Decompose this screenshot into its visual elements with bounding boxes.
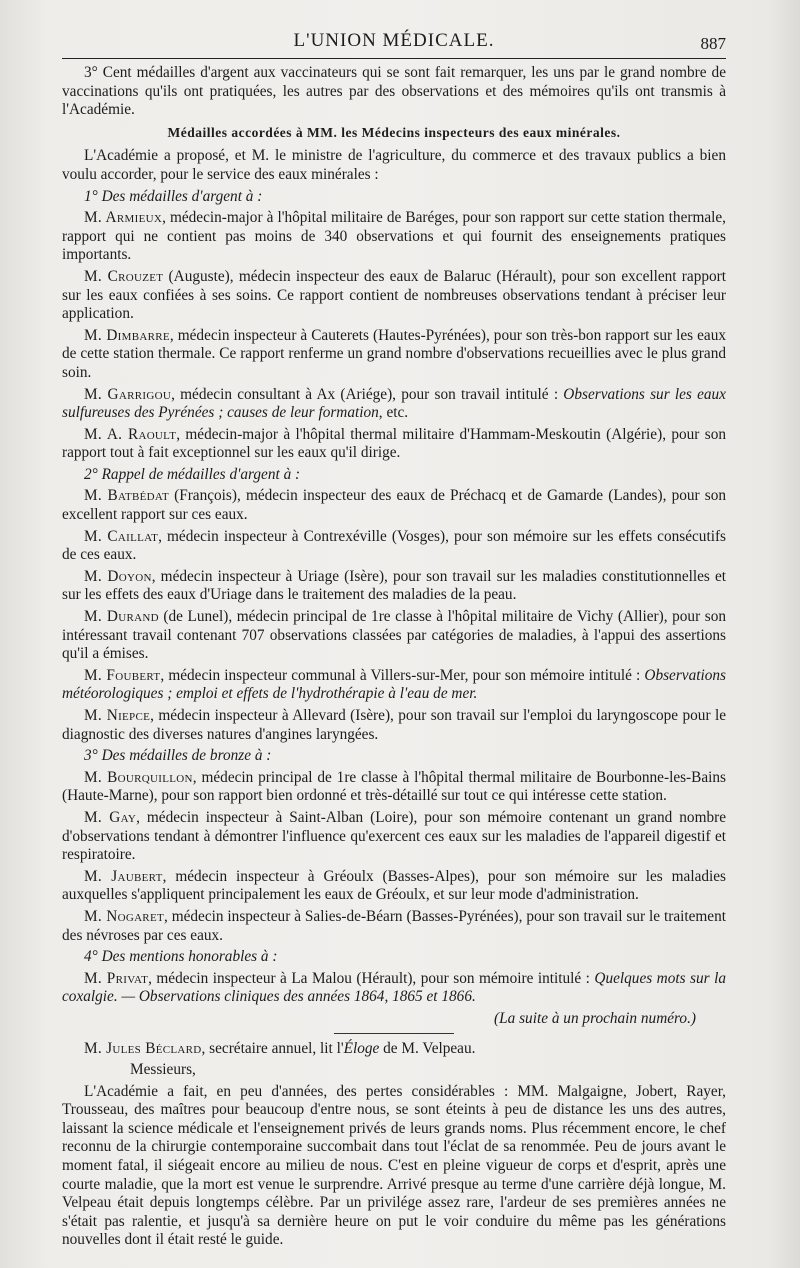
entry-text: , médecin principal de 1re classe à l'hôpital thermal militaire de Bourbonne-les-Bains (Haute-Marne), pour son rapport bien ordonné et très-détaillé sur tout ce qui intéresse cette station. [62,768,726,805]
award-entry [62,707,726,744]
salutation: Messieurs, [130,1061,196,1079]
recipient-name: M. A. Raoult [84,425,177,443]
eloge-intro [62,1040,726,1059]
recipient-name: M. Gay [84,808,137,826]
award-entry [62,568,726,605]
award-entry [62,268,726,324]
entry-text: de M. Velpeau. [379,1039,476,1057]
recipient-name: M. Doyon [84,567,152,585]
paragraph: L'Académie a proposé, et M. le ministre de l'agriculture, du commerce et des travaux publics a bien voulu accorder, pour le service des eaux minérales : [62,147,726,183]
recipient-name: M. Garrigou [84,385,172,403]
award-entry [62,209,726,265]
award-entry [62,809,726,865]
award-entry [62,868,726,905]
award-entry [62,528,726,565]
entry-text: , médecin inspecteur à Cauterets (Hautes-Pyrénées), pour son très-bon rapport sur les eaux de cette station thermale. Ce rapport renferme un grand nombre d'observations recueillies avec le plus grand soin. [62,326,726,381]
recipient-name: M. Durand [84,608,159,626]
entry-text: , etc. [378,404,409,422]
award-entry [62,908,726,945]
award-entry [62,769,726,806]
entry-text: , médecin inspecteur à Uriage (Isère), pour son travail sur les maladies constitutionnelles et sur les effets des eaux d'Uriage dans le traitement des maladies de la peau. [62,567,726,604]
recipient-name: M. Privat [84,969,149,987]
subsection-label: 4° Des mentions honorables à : [84,948,278,966]
recipient-name: M. Niepce [84,707,151,724]
article-body [62,64,726,1253]
recipient-name: M. Foubert [84,666,161,684]
entry-text: , médecin inspecteur à Contrexéville (Vosges), pour son mémoire sur les effets consécutifs de ces eaux. [62,527,726,564]
entry-text: , médecin inspecteur communal à Villers-sur-Mer, pour son mémoire intitulé : [160,666,645,684]
entry-text: (François), médecin inspecteur des eaux de Préchacq et de Gamarde (Landes), pour son excellent rapport sur ces eaux. [62,487,726,524]
recipient-name: M. Bourquillon [84,768,193,786]
recipient-name: M. Caillat [84,527,159,545]
award-entry [62,426,726,463]
work-title: Observations météorologiques ; emploi et effets de l'hydrothérapie à l'eau de mer. [62,666,726,703]
work-title: Observations sur les eaux sulfureuses des Pyrénées ; causes de leur formation [62,385,726,422]
award-entry [62,487,726,524]
recipient-name: M. Batbédat [84,487,169,505]
recipient-name: M. Dimbarre [84,326,170,344]
continuation-note: (La suite à un prochain numéro.) [494,1009,696,1027]
recipient-name: M. Crouzet [84,267,164,285]
entry-text: (Auguste), médecin inspecteur des eaux de Balaruc (Hérault), pour son excellent rapport sur les eaux confiées à ses soins. Ce rapport contient de nombreuses observations tendant à préciser leur application. [62,267,726,323]
award-entry [62,608,726,664]
award-entry [62,327,726,383]
entry-text: , médecin inspecteur à Gréoulx (Basses-Alpes), pour son mémoire sur les maladies auxquelles s'appliquent principalement les eaux de Gréoulx, et sur leur mode d'administration. [62,867,726,904]
entry-text: , médecin inspecteur à Saint-Alban (Loire), pour son mémoire contenant un grand nombre d'observations tendant à démontrer l'influence qu'exercent ces eaux sur les maladies de l'appareil digestif et respiratoire. [62,808,726,864]
page-header [62,28,726,59]
speaker-name: M. Jules Béclard [84,1039,202,1057]
paragraph: 3° Cent médailles d'argent aux vaccinateurs qui se sont fait remarquer, les uns par le grand nombre de vaccinations qu'ils ont pratiquées, les autres par des observations et des mémoires qu'ils ont transmis à l'Académie. [62,64,726,119]
running-title: L'UNION MÉDICALE. [293,30,495,51]
award-entry [62,970,726,1007]
subsection-label: 2° Rappel de médailles d'argent à : [84,465,301,483]
award-entry [62,386,726,423]
entry-text: , médecin inspecteur à Salies-de-Béarn (Basses-Pyrénées), pour son travail sur le traitement des névroses par ces eaux. [62,907,726,944]
eloge-title: Éloge [343,1039,380,1057]
work-title: Quelques mots sur la coxalgie. — Observations cliniques des années 1864, 1865 et 1866. [62,969,726,1006]
entry-text: , médecin-major à l'hôpital thermal militaire d'Hammam-Meskoutin (Algérie), pour son rapport tout à fait exceptionnel sur les eaux qu'il dirige. [62,425,727,462]
entry-text: (de Lunel), médecin principal de 1re classe à l'hôpital militaire de Vichy (Allier), pour son intéressant travail contenant 707 observations classées par catégories de maladies, à l'appui des assertions qu'il a émises. [62,608,726,663]
page-number: 887 [700,34,726,53]
entry-text: , médecin inspecteur à La Malou (Hérault), pour son mémoire intitulé : [148,969,595,987]
entry-text: , secrétaire annuel, lit l' [201,1039,344,1057]
recipient-name: M. Nogaret [84,907,164,925]
award-entry [62,667,726,704]
paragraph: L'Académie a fait, en peu d'années, des pertes considérables : MM. Malgaigne, Jobert, Rayer, Trousseau, des maîtres pour beaucoup d'entre nous, se sont éteints à peu de distance les uns des autres, laissant la science médicale et l'enseignement privés de leurs grands noms. Plus récemment encore, le chef reconnu de la chirurgie contemporaine succombait dans tout l'éclat de sa renommée. Peu de jours avant le moment fatal, il siégeait encore au milieu de nous. C'est en pleine vigueur de corps et d'esprit, après une courte maladie, que la mort est venue le surprendre. Arrivé presque au terme d'une carrière déjà longue, M. Velpeau était depuis longtemps célèbre. Par un privilége assez rare, l'ardeur de ses premières années ne s'était pas ralentie, et jusqu'à sa dernière heure on put le voir conduire du même pas les générations nouvelles dont il était resté le guide. [62,1082,726,1249]
subsection-label: 3° Des médailles de bronze à : [84,747,272,765]
section-heading: Médailles accordées à MM. les Médecins inspecteurs des eaux minérales. [167,124,621,140]
subsection-label: 1° Des médailles d'argent à : [84,187,263,205]
recipient-name: M. Armieux [84,209,163,227]
entry-text: , médecin consultant à Ax (Ariége), pour son travail intitulé : [171,385,564,403]
entry-text: , médecin-major à l'hôpital militaire de Baréges, pour son rapport sur cette station thermale, rapport qui ne contient pas moins de 340 observations et qui fournit des enseignements pratiques importants. [62,209,727,264]
recipient-name: M. Jaubert [84,867,163,885]
entry-text: , médecin inspecteur à Allevard (Isère), pour son travail sur l'emploi du laryngoscope pour le diagnostic des diverses natures d'angines laryngées. [62,707,726,743]
section-divider [334,1033,454,1034]
